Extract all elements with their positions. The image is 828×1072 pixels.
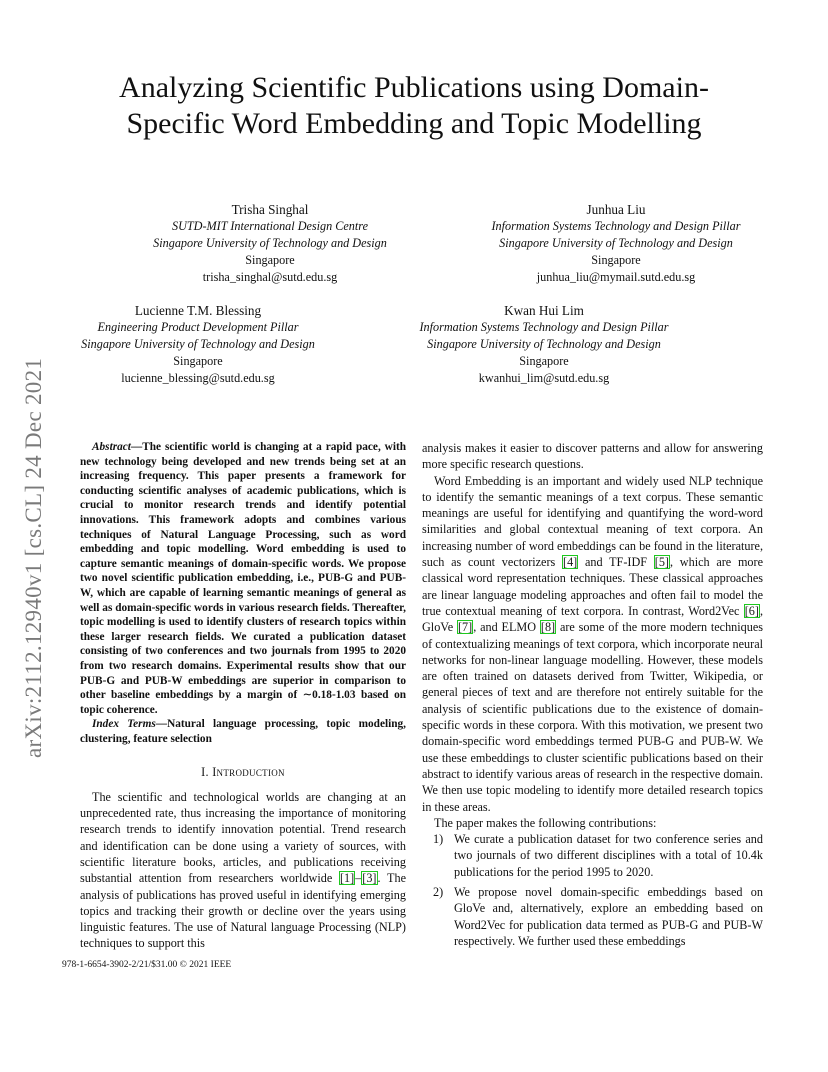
author-country: Singapore: [245, 253, 295, 267]
author-block: [130, 201, 410, 286]
author-block: [60, 302, 336, 387]
citation-link[interactable]: [4]: [563, 555, 578, 570]
section-title: Introduction: [212, 765, 285, 780]
index-terms-text: —Natural language processing, topic modeling, clustering, feature selection: [80, 718, 406, 745]
citation-link[interactable]: [5]: [654, 555, 669, 570]
word-embedding-paragraph: [422, 473, 763, 815]
intro-paragraph-continued: analysis makes it easier to discover patterns and allow for answering more specific research questions.: [422, 441, 763, 472]
author-email[interactable]: kwanhui_lim@sutd.edu.sg: [478, 371, 610, 385]
author-affiliation: Information Systems Technology and Design Pillar: [491, 219, 741, 233]
left-column: [80, 440, 406, 952]
author-email[interactable]: trisha_singhal@sutd.edu.sg: [202, 270, 338, 284]
index-terms: [80, 717, 406, 746]
author-name: Trisha Singhal: [231, 202, 309, 217]
author-name: Kwan Hui Lim: [504, 303, 584, 318]
abstract-label: Abstract: [92, 441, 131, 453]
copyright-footer: 978-1-6654-3902-2/21/$31.00 © 2021 IEEE: [62, 960, 232, 970]
author-affiliation: SUTD-MIT International Design Centre: [171, 219, 368, 233]
citation-link[interactable]: [6]: [744, 603, 759, 618]
author-affiliation: Information Systems Technology and Design Pillar: [419, 320, 669, 334]
intro-text: The scientific and technological worlds are changing at an unprecedented rate, thus increasing the importance of monitoring research trends to identify innovation potential. Trend research and identification can be done using a variety of sources, with scientific literature books, articles, and publications receiving substantial attention from researchers worldwide: [80, 789, 406, 886]
citation-link[interactable]: [8]: [540, 620, 556, 635]
body-text: Word Embedding is an important and widely used NLP technique to identify the semantic meanings of a text corpus. These semantic meanings are useful for identifying and quantifying the word-word similarities and global contextual meaning of text corpora. An increasing number of word embeddings can be found in the literature, such as count vectorizers: [422, 473, 763, 570]
section-number: I.: [201, 765, 209, 780]
citation-dash: –: [355, 871, 362, 886]
author-affiliation: Engineering Product Development Pillar: [97, 320, 299, 334]
list-item-text: We curate a publication dataset for two conference series and two journals of two different disciplines with a total of 10.4k publications for the period 1995 to 2020.: [454, 832, 763, 879]
author-name: Junhua Liu: [586, 202, 646, 217]
citation-link[interactable]: [1]: [339, 871, 355, 886]
body-text: , and ELMO: [473, 620, 540, 635]
citation-link[interactable]: [3]: [362, 871, 377, 886]
author-block: [398, 302, 690, 387]
list-item-text: We propose novel domain-specific embeddings based on GloVe and, alternatively, explore an embedding based on Word2Vec for publication data termed as PUB-G and PUB-W respectively. We further used these embeddings: [454, 885, 763, 948]
author-country: Singapore: [519, 354, 569, 368]
body-text: , which are more classical word representation techniques. These classical approaches are linear language modeling approaches and often fail to model the true contextual meaning of text corpora. In contrast, Word2Vec: [422, 555, 763, 618]
list-item: [422, 884, 763, 949]
intro-paragraph: [80, 789, 406, 952]
right-column: [422, 440, 763, 953]
paper-title: Analyzing Scientific Publications using Domain-Specific Word Embedding and Topic Modelling: [119, 71, 709, 140]
author-institution: Singapore University of Technology and Design: [427, 337, 661, 351]
body-text: , GloVe: [422, 603, 763, 635]
body-text: are some of the more modern techniques of contextualizing meanings of text corpora, which incorporate neural networks for non-linear language modelling. However, these models are often trained on datasets derived from Twitter, Wikipedia, or general pieces of text and are therefore not entirely suitable for the analysis of scientific publications due to the existence of domain-specific words in these corpora. With this motivation, we present two domain-specific word embeddings termed PUB-G and PUB-W. We use these embeddings to cluster scientific publications based on their abstract to identify various areas of research in the respective domain. We then use topic modeling to identify more detailed research topics in these areas.: [422, 620, 763, 814]
citation-link[interactable]: [7]: [457, 620, 473, 635]
author-block: [468, 201, 764, 286]
body-text: and TF-IDF: [578, 555, 654, 570]
contributions-list: [422, 831, 763, 949]
author-email[interactable]: junhua_liu@mymail.sutd.edu.sg: [536, 270, 696, 284]
author-country: Singapore: [591, 253, 641, 267]
section-heading: [80, 764, 406, 780]
author-country: Singapore: [173, 354, 223, 368]
abstract-text: —The scientific world is changing at a rapid pace, with new technology being developed and new trends being set at an increasing frequency. This paper presents a framework for conducting scientific analyses of academic publications, which is crucial to monitor research trends and identify potential innovations. This framework adopts and combines various techniques of Natural Language Processing, such as word embedding and topic modelling. Word embedding is used to capture semantic meanings of domain-specific words. We propose two novel scientific publication embedding, i.e., PUB-G and PUB-W, which are capable of learning semantic meanings of general as well as domain-specific words in various research fields. Thereafter, topic modelling is used to identify clusters of research topics within these larger research fields. We curated a publication dataset consisting of two conferences and two journals from 1995 to 2020 from two research domains. Experimental results show that our PUB-G and PUB-W embeddings are superior in comparison to other baseline embeddings by a margin of ∼0.18-1.03 based on topic coherence.: [80, 441, 406, 716]
author-name: Lucienne T.M. Blessing: [134, 303, 262, 318]
intro-text: . The analysis of publications has proved useful in identifying emerging topics and tracking their growth or decline over the years using linguistic features. The use of Natural language Processing (NLP) techniques to support this: [80, 871, 406, 951]
contributions-intro: The paper makes the following contributions:: [434, 815, 657, 830]
arxiv-identifier: arXiv:2112.12940v1 [cs.CL] 24 Dec 2021: [21, 357, 46, 758]
author-institution: Singapore University of Technology and Design: [153, 236, 387, 250]
list-item: [422, 831, 763, 880]
abstract: [80, 440, 406, 717]
author-institution: Singapore University of Technology and Design: [499, 236, 733, 250]
list-number: 2): [433, 885, 444, 900]
index-terms-label: Index Terms: [92, 718, 156, 731]
author-email[interactable]: lucienne_blessing@sutd.edu.sg: [121, 371, 275, 385]
author-institution: Singapore University of Technology and Design: [81, 337, 315, 351]
list-number: 1): [433, 832, 444, 847]
